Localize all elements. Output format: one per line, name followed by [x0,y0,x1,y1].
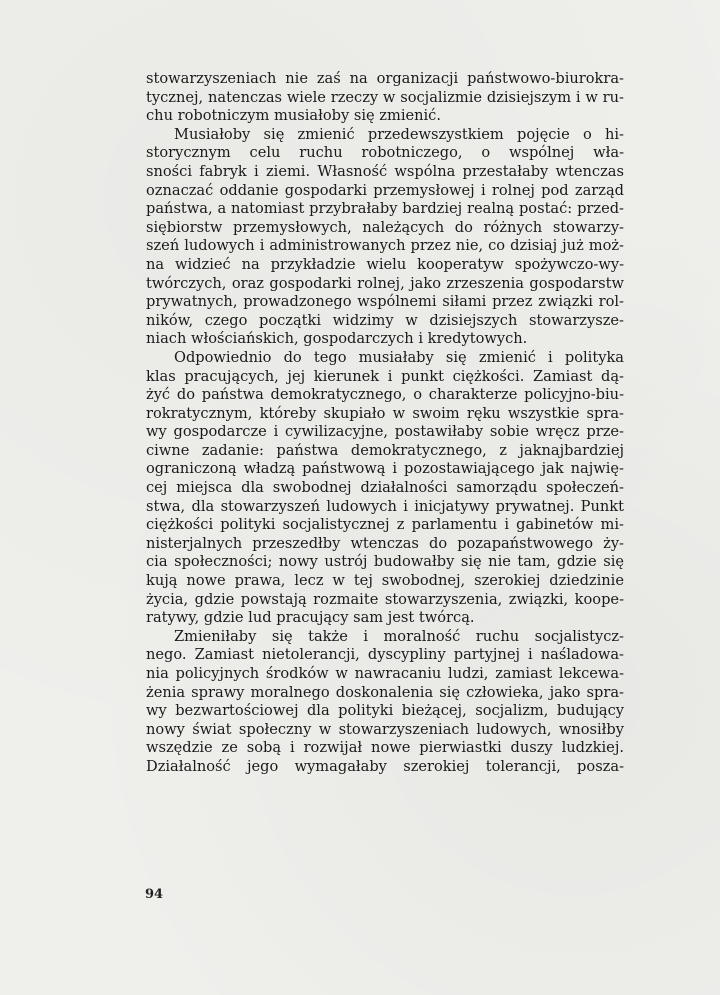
text-line: Zmieniłaby się także i moralność ruchu socjalistycz- [174,627,624,645]
text-line: wszędzie ze sobą i rozwijał nowe pierwiastki duszy ludzkiej. [146,739,624,757]
text-line: życia, gdzie powstają rozmaite stowarzyszenia, związki, koope- [146,590,624,608]
text-line: prywatnych, prowadzonego wspólnemi siłami przez związki rol- [146,293,624,311]
text-line: oznaczać oddanie gospodarki przemysłowej i rolnej pod zarząd [146,181,624,199]
text-line: cia społeczności; nowy ustrój budowałby się nie tam, gdzie się [146,553,624,571]
page-number: 94 [145,887,164,902]
text-line: kują nowe prawa, lecz w tej swobodnej, szerokiej dziedzinie [146,572,624,590]
text-line: nia policyjnych środków w nawracaniu ludzi, zamiast lekcewa- [146,665,624,682]
text-line: chu robotniczym musiałoby się zmienić. [146,107,441,125]
text-line: szeń ludowych i administrowanych przez nie, co dzisiaj już moż- [146,237,624,255]
text-line: Odpowiednio do tego musiałaby się zmienić i polityka [174,348,624,366]
text-line: ratywy, gdzie lud pracujący sam jest twórcą. [146,609,475,627]
text-line: rokratycznym, któreby skupiało w swoim ręku wszystkie spra- [146,404,624,422]
text-line: wy bezwartościowej dla polityki bieżącej, socjalizm, budujący [146,702,624,720]
text-line: twórczych, oraz gospodarki rolnej, jako zrzeszenia gospodarstw [146,274,624,292]
text-line: klas pracujących, jej kierunek i punkt ciężkości. Zamiast dą- [146,367,624,385]
body-text [146,70,624,777]
text-line: żenia sprawy moralnego doskonalenia się człowieka, jako spra- [146,683,624,701]
text-line: stowarzyszeniach nie zaś na organizacji państwowo-biurokra- [146,70,624,87]
text-line: nisterjalnych przeszedłby wtenczas do pozapaństwowego ży- [146,534,624,552]
text-line: Musiałoby się zmienić przedewszystkiem pojęcie o hi- [174,125,624,143]
text-line: storycznym celu ruchu robotniczego, o wspólnej wła- [146,144,624,162]
text-line: cej miejsca dla swobodnej działalności samorządu społeczeń- [146,479,624,497]
text-line: nego. Zamiast nietolerancji, dyscypliny partyjnej i naśladowa- [146,646,624,664]
text-line: ciwne zadanie: państwa demokratycznego, z jaknajbardziej [146,441,624,459]
text-line: nowy świat społeczny w stowarzyszeniach ludowych, wnosiłby [146,720,624,738]
text-line: niach włościańskich, gospodarczych i kredytowych. [146,330,528,348]
text-line: siębiorstw przemysłowych, należących do różnych stowarzy- [146,218,624,236]
text-line: Działalność jego wymagałaby szerokiej tolerancji, posza- [146,757,624,775]
text-line: sności fabryk i ziemi. Własność wspólna przestałaby wtenczas [146,162,624,180]
text-line: na widzieć na przykładzie wielu kooperatyw spożywczo-wy- [146,255,624,273]
text-line: stwa, dla stowarzyszeń ludowych i inicjatywy prywatnej. Punkt [146,497,624,515]
text-line: ograniczoną władzą państwową i pozostawiającego jak najwię- [146,460,624,478]
text-line: ników, czego początki widzimy w dzisiejszych stowarzysze- [146,311,624,329]
text-line: żyć do państwa demokratycznego, o charakterze policyjno-biu- [146,386,624,404]
text-line: ciężkości polityki socjalistycznej z parlamentu i gabinetów mi- [146,516,624,534]
text-line: państwa, a natomiast przybrałaby bardziej realną postać: przed- [146,200,624,218]
text-line: tycznej, natenczas wiele rzeczy w socjalizmie dzisiejszym i w ru- [146,88,624,106]
text-line: wy gospodarcze i cywilizacyjne, postawiłaby sobie wręcz prze- [146,423,624,441]
